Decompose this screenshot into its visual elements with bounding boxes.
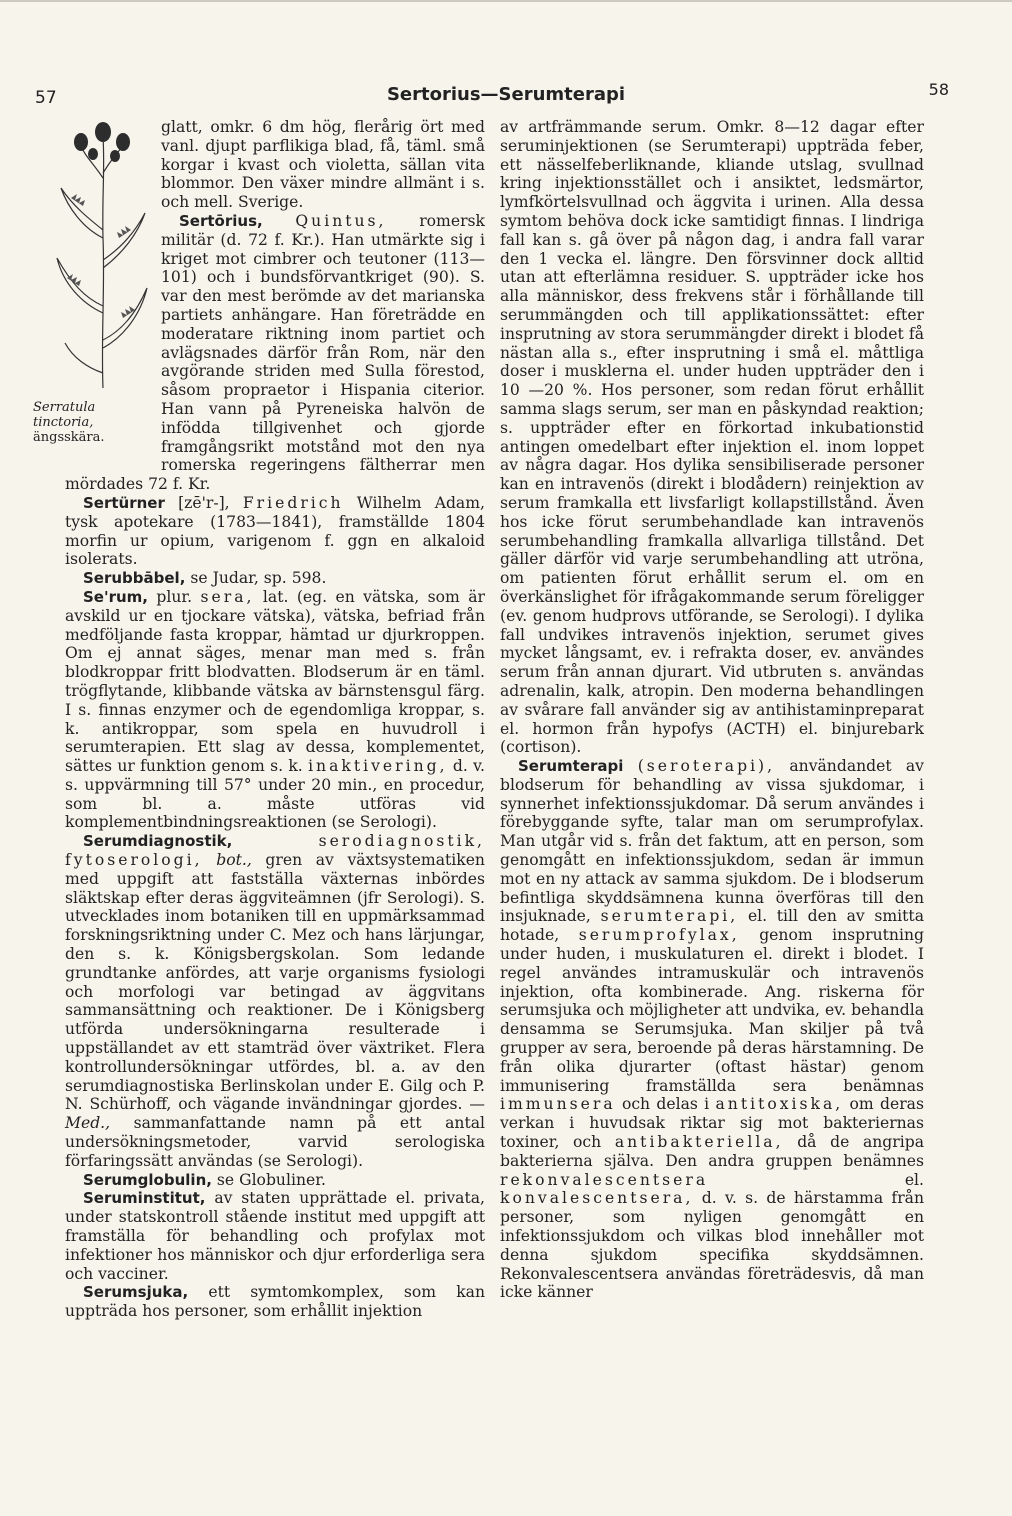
serratula-plant-icon [53, 118, 149, 393]
plural-label: plur. [156, 587, 193, 606]
top-edge-line [0, 0, 1012, 2]
spaced-term: rekonvalescentsera [500, 1170, 709, 1189]
entry-body: genom insprutning under huden, i muskulaturen el. direkt i blodet. I regel användes intramuskulär och intravenös injektion, ofta kombinerade. Ang. riskerna för serumsjuka och möjligheter att undvika, ev. behandla densamma se Serumsjuka. Man skiljer på två grupper av sera, beroende på deras härstamning. De från olika djurarter (oftast hästar) genom immunisering framställda sera benämnas [500, 926, 924, 1095]
entry-body: sammanfattande namn på ett antal undersökningsmetoder, varvid serologiska förfaringssätt användas (se Serologi). [65, 1114, 485, 1170]
entry-serum [65, 588, 485, 832]
spaced-term: serumprofylax, [578, 926, 740, 945]
headword: Serumsjuka, [83, 1283, 189, 1302]
entry-serumterapi [500, 757, 924, 1302]
left-column [33, 118, 485, 1321]
entry-serturner [65, 494, 485, 569]
figure-caption [33, 400, 133, 445]
headword: Sertürner [83, 493, 165, 512]
entry-seruminstitut [65, 1189, 485, 1283]
spaced-term: (seroterapi), [637, 757, 776, 776]
entry-body: romersk militär (d. 72 f. Kr.). Han utmärkte sig i kriget mot cimbrer och teutoner (113—101) och i bundsförvantkriget (90). S. var den mest berömde av det marianska partiets anhängare. Han företrädde en moderatare riktning inom partiet och avlägsnades därför från Rom, när den avgörande striden med Sulla förestod, såsom propraetor i Hispania citerior. Han vann på Pyreneiska halvön de infödda tillgivenhet och gjorde framgångsrikt motstånd mot den nya romerska regeringens fältherrar men mördades 72 f. Kr. [65, 211, 485, 494]
entry-body: se Judar, sp. 598. [190, 569, 327, 588]
entry-body: om deras verkan i huvudsak riktar sig mot bakteriernas toxiner, och [500, 1095, 924, 1152]
entry-body: el. [904, 1170, 924, 1189]
headword: Se'rum, [83, 587, 148, 606]
entry-body: då de angripa bakterierna själva. Den andra gruppen benämnes [500, 1133, 924, 1170]
entry-serumdiagnostik [65, 832, 485, 1170]
entry-body: och delas i [621, 1095, 710, 1114]
entry-body: Wilhelm Adam, tysk apotekare (1783—1841), framställde 1804 morfin ur opium, varigenom f. ggn en alkaloid isolerats. [65, 493, 485, 569]
spaced-name: Quintus, [295, 211, 387, 230]
entry-body: ett symtomkomplex, som kan uppträda hos personer, som erhållit injektion [65, 1283, 485, 1321]
headword: Serumterapi [518, 757, 624, 776]
entry-body: el. till den av smitta hotade, [500, 907, 924, 945]
entry-body: d. v. s. de härstamma från personer, som nyligen genomgått en infektionssjukdom och vilkas blod innehåller mot denna sjukdom specifika skyddsämnen. Rekonvalescentsera användas företrädesvis, då man icke känner [500, 1189, 924, 1302]
spaced-term: serodiagnostik, fytoserologi, [65, 832, 485, 870]
headword: Serumglobulin, [83, 1170, 212, 1189]
headword: Serubbābel, [83, 569, 186, 588]
caption-species: tinctoria, [33, 415, 94, 430]
spaced-term: konvalescentsera, [500, 1189, 694, 1208]
spaced-name: Friedrich [242, 493, 344, 512]
headword: Seruminstitut, [83, 1189, 206, 1208]
headword: Serumdiagnostik, [83, 832, 233, 851]
entry-body: se Globuliner. [216, 1170, 326, 1189]
entry-body: d. v. s. uppvärmning till 57° under 20 min., en procedur, som bl. a. måste utföras vid komplementbindningsreaktionen (se Serologi). [65, 757, 485, 832]
spaced-term: immunsera [500, 1095, 616, 1114]
caption-common-name: ängsskära. [33, 430, 105, 445]
entry-serumsjuka [65, 1283, 485, 1321]
spaced-term: serumterapi, [600, 907, 739, 926]
pronunciation: [zē'r-], [178, 493, 230, 512]
plant-figure [33, 118, 155, 468]
entry-body: lat. (eg. en vätska, som är avskild ur en tjockare vätska), vätska, befriad från medföljande fasta kroppar, hämtad ur djurkroppen. Om ej annat säges, menar man med s. från blodkroppar fritt blodvatten. Blodserum är en täml. trögflytande, klibbande vätska av bärnstensgul färg. I s. finnas enzymer och de egendomliga kroppar, s. k. antikroppar, som spela en huvudroll i serumterapien. Ett slag av dessa, komplementet, sättes ur funktion genom s. k. [65, 587, 485, 776]
intro-text: glatt, omkr. 6 dm hög, flerårig ört med vanl. djupt parflikiga blad, få, täml. små korgar i kvast och violetta, sällan vita blommor. Den växer mindre allmänt i s. och mell. Sverige. [161, 118, 485, 212]
abbreviation: Med., [65, 1114, 111, 1133]
entry-body: användandet av blodserum för behandling av vissa sjukdomar, i synnerhet infektionssjukdomar. Då serum användes i förebyggande syfte, talar man om serumprofylax. Man utgår vid s. från det faktum, att en person, som genomgått en infektionssjukdom, sedan är immun mot en ny attack av samma sjukdom. De i blodserum befintliga skyddsämnena kunna överföras till den insjuknade, [500, 757, 924, 926]
spaced-term: antibakteriella, [614, 1133, 784, 1152]
entry-body: av staten upprättade el. privata, under statskontroll stående institut med uppgift att framställa för behandling och profylax mot infektioner hos människor och djur erforderliga sera och vacciner. [65, 1189, 485, 1283]
entry-serumglobulin [65, 1171, 485, 1190]
right-column-number: 58 [928, 80, 949, 99]
spaced-term: antitoxiska, [715, 1095, 844, 1114]
caption-genus: Serratula [33, 400, 96, 415]
entry-serubbabel [65, 569, 485, 588]
entry-serumsjuka-continued [500, 118, 924, 757]
entry-body: av artfrämmande serum. Omkr. 8—12 dagar efter seruminjektionen (se Serumterapi) uppträda feber, ett nässelfeberliknande, kliande utslag, svullnad kring injektionsstället och i ansiktet, ledsmärtor, lymfkörtelsvullnad och äggvita i urinen. Alla dessa symtom behöva dock icke samtidigt finnas. I lindriga fall kan s. gå över på någon dag, i andra fall varar den 1 vecka el. längre. Den försvinner dock alltid utan att efterlämna residuer. S. uppträder icke hos alla människor, dess frekvens står i förhållande till serummängden och till applikationssättet: efter insprutning av stora serummängder direkt i blodet få nästan alla s., efter insprutning i små el. måttliga doser i musklerna el. under huden uppträder den i 10 —20 %. Hos personer, som redan förut erhållit samma slags serum, ser man en påskyndad reaktion; s. uppträder efter en förkortad inkubationstid antingen omedelbart efter injektion el. inom loppet av några dagar. Hos dylika sensibiliserade personer kan en intravenös (direkt i blodådern) reinjektion av serum framkalla ett livsfarligt kollapstillstånd. Även hos icke förut serumbehandlade kan intravenös serumbehandling framkalla allvarliga tillstånd. Det gäller därför vid varje serumbehandling att utröna, om patienten förut erhållit serum el. om en överkänslighet för ifrågakommande serum föreligger (ev. genom hudprovs utförande, se Serologi). I dylika fall undvikes intravenös injektion, serumet gives mycket långsamt, ev. i refrakta doser, ev. användes serum från annan djurart. Vid utbruten s. användas adrenalin, kalk, atropin. Den moderna behandlingen av svårare fall använder sig av antihistaminpreparat el. hormon från hypofys (ACTH) el. binjurebark (cortison). [500, 118, 924, 757]
headword: Sertōrius, [179, 211, 263, 230]
right-column [500, 118, 924, 1302]
left-column-number: 57 [35, 88, 57, 108]
abbreviation: bot., [216, 851, 252, 870]
entry-body: gren av växtsystematiken med uppgift att fastställa växternas inbördes släktskap efter deras äggviteämnen (jfr Serologi). S. utvecklades inom botaniken till en uppmärksammad forskningsriktning under C. Mez och hans lärjungar, den s. k. Königsbergskolan. Som ledande grundtanke anfördes, att varje organisms fysiologi och morfologi var betingad av äggvitans sammansättning och reaktioner. De i Königsberg utförda undersökningarna resulterade i uppställandet av ett stamträd över växtriket. Flera kontrollundersökningar utfördes, bl. a. av den serumdiagnostiska Berlinskolan under E. Gilg och P. N. Schürhoff, och vägande invändningar gjordes. — [65, 851, 485, 1114]
spaced-term: inaktivering, [308, 757, 448, 776]
spaced-term: sera, [200, 587, 255, 606]
running-head: Sertorius—Serumterapi [386, 84, 626, 105]
